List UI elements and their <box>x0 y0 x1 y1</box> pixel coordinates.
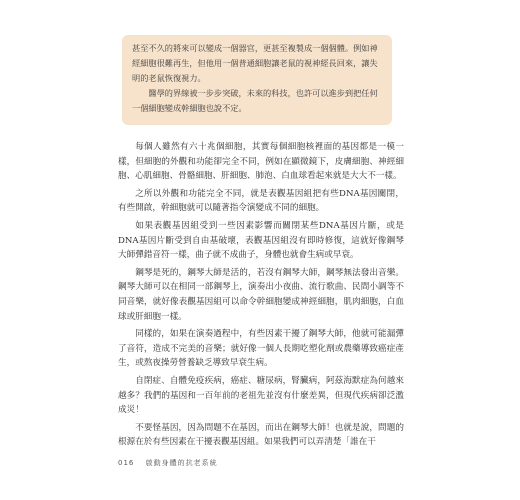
body-paragraph: 不要怪基因，因為問題不在基因，而出在鋼琴大師！也就是說，問題的根源在於有些因素在干擾表觀基因組。如果我們可以弄清楚「誰在干 <box>118 422 404 448</box>
callout-paragraph-1: 甚至不久的將來可以變成一個器官，更甚至複製成一個個體。例如神經細胞很難再生，但他用一個普通細胞讓老鼠的視神經長回來，讓失明的老鼠恢復視力。 <box>132 43 378 83</box>
main-text <box>118 140 404 453</box>
page-footer <box>118 458 226 468</box>
callout-paragraph-2: 醫學的界線被一步步突破，未來的科技，也許可以進步到把任何一個細胞變成幹細胞也說不定。 <box>132 88 378 113</box>
page-number: 016 <box>118 459 135 467</box>
body-paragraph: 如果表觀基因組受到一些因素影響而關閉某些DNA基因片斷，或是DNA基因片斷受到自由基破壞，表觀基因組沒有即時修復，這就好像鋼琴大師彈錯音符一樣，曲子就不成曲子，身體也就會生病或早衰。 <box>118 220 404 261</box>
body-paragraph: 之所以外觀和功能完全不同，就是表觀基因組把有些DNA基因關閉，有些開啟，幹細胞就可以隨著指令演變成不同的細胞。 <box>118 188 404 214</box>
body-paragraph: 鋼琴是死的，鋼琴大師是活的，若沒有鋼琴大師，鋼琴無法發出音樂。鋼琴大師可以在相同一部鋼琴上，演奏出小夜曲、流行歌曲、民間小調等不同音樂，就好像表觀基因組可以命令幹細胞變成神經細胞，肌肉細胞，白血球或肝細胞一樣。 <box>118 267 404 322</box>
book-title: 啟動身體的抗老系統 <box>145 459 218 467</box>
callout-box <box>122 35 392 125</box>
body-paragraph: 自閉症、自體免疫疾病，癌症、糖尿病，腎臟病，阿茲海默症為何越來越多？我們的基因和一百年前的老祖先並沒有什麼差異，但現代疾病卻泛濫成災！ <box>118 375 404 416</box>
body-paragraph: 同樣的，如果在演奏過程中，有些因素干擾了鋼琴大師，他就可能漏彈了音符，造成不完美的音樂；就好像一個人長期吃塑化劑或農藥導致癌症產生，或熬夜操勞營養缺乏導致早衰生病。 <box>118 329 404 369</box>
body-paragraph: 每個人雖然有六十兆個細胞，其實每個細胞核裡面的基因都是一模一樣，但細胞的外觀和功能卻完全不同，例如在顯微鏡下，皮膚細胞、神經細胞、心肌細胞、骨骼細胞、肝細胞、肺泡、白血球看起來就是大大不一樣。 <box>118 142 404 182</box>
